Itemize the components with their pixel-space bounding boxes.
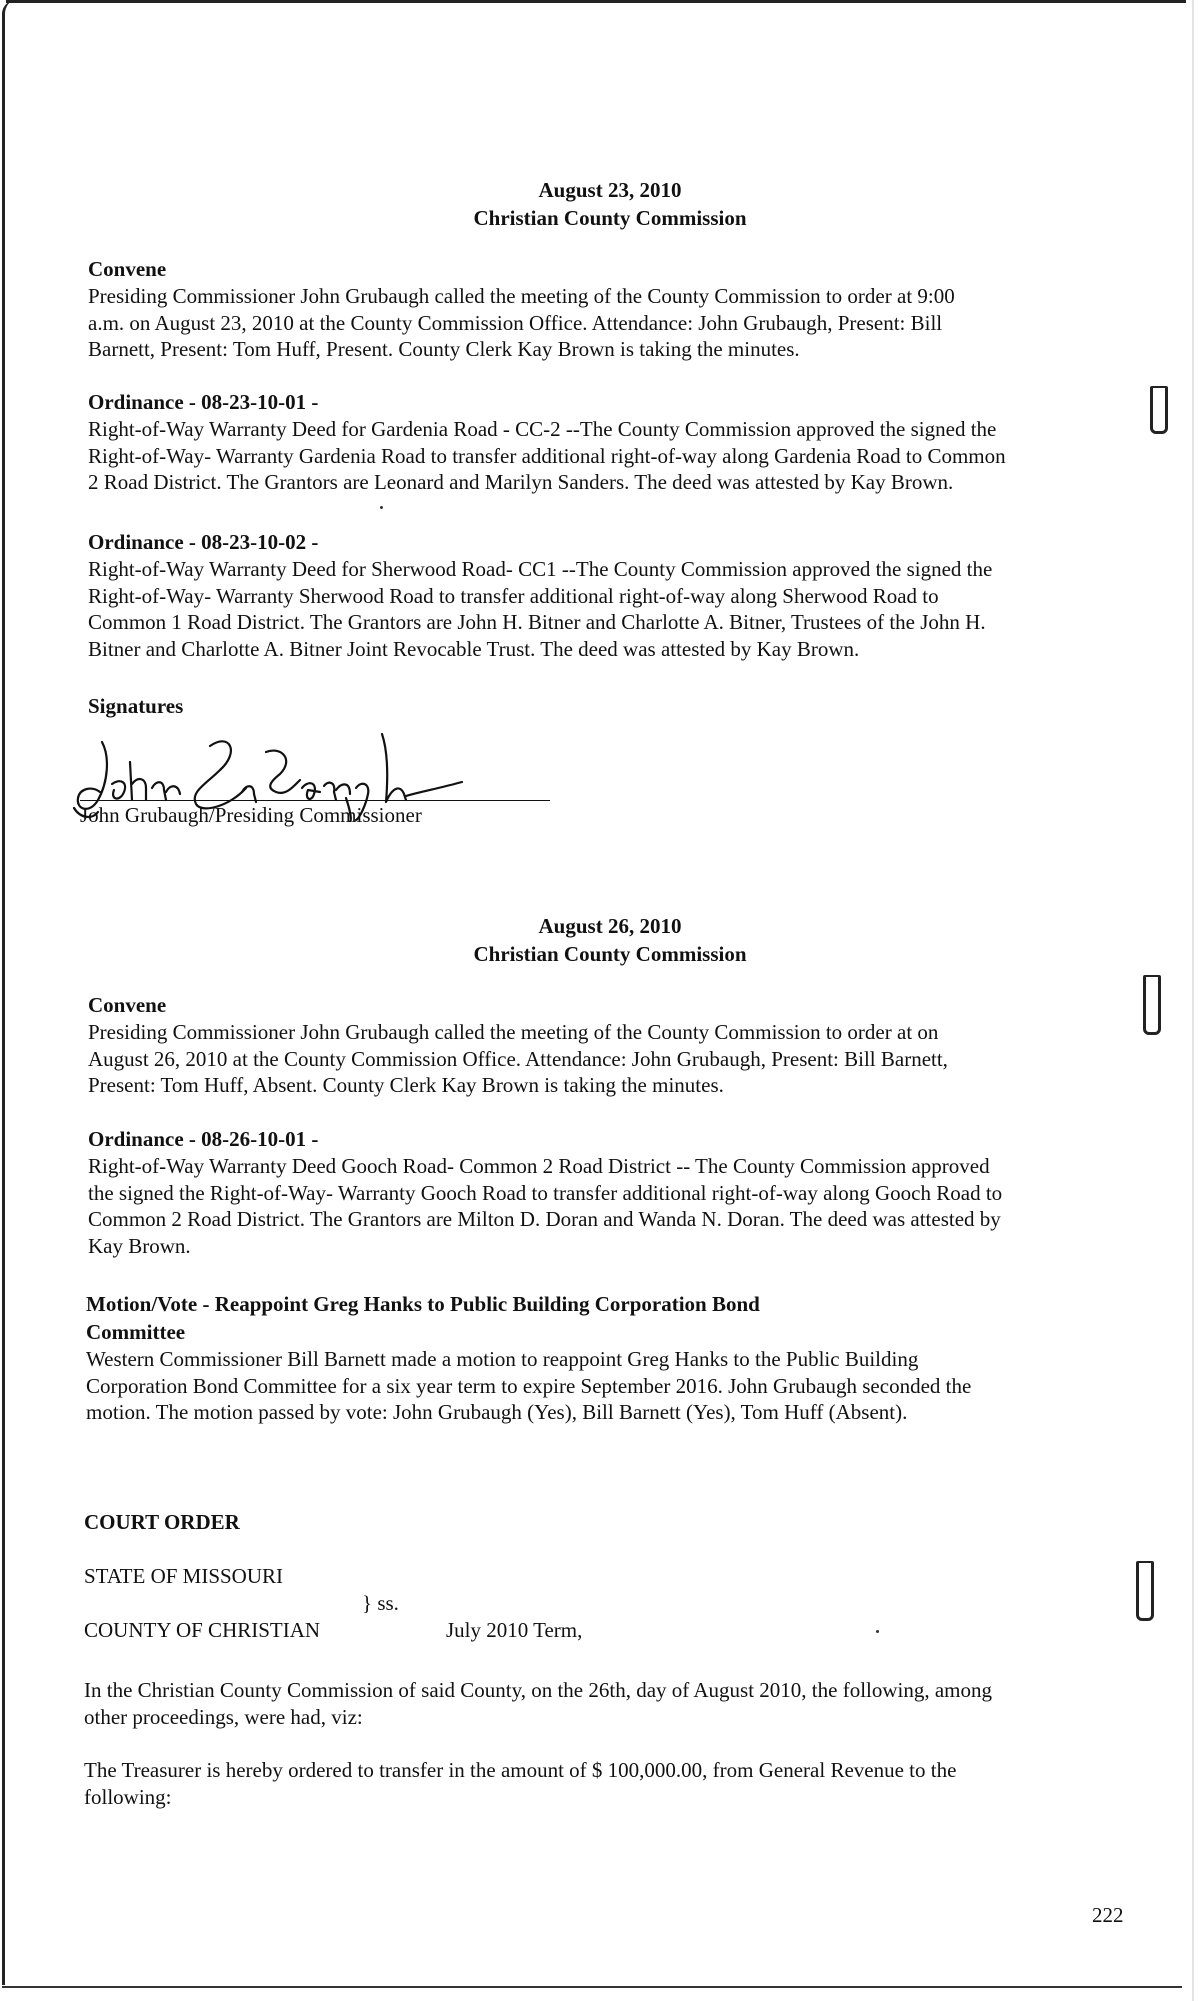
meeting-2-convene xyxy=(88,991,948,1099)
margin-bracket-mark xyxy=(1136,1561,1154,1621)
ordinance-paragraph: Right-of-Way Warranty Deed for Sherwood Road- CC1 --The County Commission approved the signed the Right-of-Way- Warranty Sherwood Road to transfer additional right-of-way along Sherwood Road to Common 1 Road District. The Grantors are John H. Bitner and Charlotte A. Bitner, Trustees of the John H. Bitner and Charlotte A. Bitner Joint Revocable Trust. The deed was attested by Kay Brown. xyxy=(88,557,993,661)
meeting-1-date: August 23, 2010 xyxy=(538,178,682,202)
page-border-bottom xyxy=(2,1984,1182,1988)
page-border-top xyxy=(6,0,1186,13)
scan-speck xyxy=(380,506,383,509)
convene-heading: Convene xyxy=(88,993,167,1017)
convene-paragraph: Presiding Commissioner John Grubaugh called the meeting of the County Commission to order at 9:00 a.m. on August 23, 2010 at the County Commission Office. Attendance: John Grubaugh, Present: Bill Barnett, Present: Tom Huff, Present. County Clerk Kay Brown is taking the minutes. xyxy=(88,284,955,361)
meeting-2-header xyxy=(0,912,1200,968)
signature-caption: John Grubaugh/Presiding Commissioner xyxy=(80,803,422,827)
court-order-preamble: In the Christian County Commission of said County, on the 26th, day of August 2010, the following, among other proceedings, were had, viz: xyxy=(84,1678,993,1729)
page-border-right xyxy=(1192,0,1194,2001)
meeting-1-header xyxy=(0,176,1200,232)
signatures-heading: Signatures xyxy=(88,694,184,718)
meeting-1-convene xyxy=(88,255,955,363)
ordinance-heading: Ordinance - 08-23-10-02 - xyxy=(88,530,319,554)
meeting-2-date: August 26, 2010 xyxy=(538,914,682,938)
signature-line xyxy=(80,800,550,801)
page-number: 222 xyxy=(1092,1903,1124,1927)
convene-heading: Convene xyxy=(88,257,167,281)
ordinance-paragraph: Right-of-Way Warranty Deed for Gardenia Road - CC-2 --The County Commission approved the signed the Right-of-Way- Warranty Gardenia Road to transfer additional right-of-way along Gardenia Road to Common 2 Road District. The Grantors are Leonard and Marilyn Sanders. The deed was attested by Kay Brown. xyxy=(88,417,1006,494)
court-order-transfer: The Treasurer is hereby ordered to transfer in the amount of $ 100,000.00, from General Revenue to the following: xyxy=(84,1758,957,1809)
meeting-2-motion xyxy=(86,1290,971,1426)
court-order-county: COUNTY OF CHRISTIAN xyxy=(84,1618,321,1642)
margin-bracket-mark xyxy=(1143,975,1161,1035)
ordinance-paragraph: Right-of-Way Warranty Deed Gooch Road- Common 2 Road District -- The County Commission approved the signed the Right-of-Way- Warranty Gooch Road to transfer additional right-of-way along Gooch Road to Common 2 Road District. The Grantors are Milton D. Doran and Wanda N. Doran. The deed was attested by Kay Brown. xyxy=(88,1154,1003,1258)
motion-heading: Motion/Vote - Reappoint Greg Hanks to Public Building Corporation Bond Committee xyxy=(86,1292,760,1344)
meeting-1-ordinance-1 xyxy=(88,388,1006,496)
scan-speck xyxy=(876,1630,879,1633)
court-order-term: July 2010 Term, xyxy=(446,1618,583,1642)
court-order-ss: } ss. xyxy=(362,1591,399,1615)
convene-paragraph: Presiding Commissioner John Grubaugh called the meeting of the County Commission to order at on August 26, 2010 at the County Commission Office. Attendance: John Grubaugh, Present: Bill Barnett, Present: Tom Huff, Absent. County Clerk Kay Brown is taking the minutes. xyxy=(88,1020,948,1097)
court-order-heading: COURT ORDER xyxy=(84,1510,240,1534)
meeting-2-body: Christian County Commission xyxy=(473,942,747,966)
margin-bracket-mark xyxy=(1150,386,1168,434)
ordinance-heading: Ordinance - 08-23-10-01 - xyxy=(88,390,319,414)
meeting-1-body: Christian County Commission xyxy=(473,206,747,230)
ordinance-heading: Ordinance - 08-26-10-01 - xyxy=(88,1127,319,1151)
motion-paragraph: Western Commissioner Bill Barnett made a motion to reappoint Greg Hanks to the Public Building Corporation Bond Committee for a six year term to expire September 2016. John Grubaugh seconded the motion. The motion passed by vote: John Grubaugh (Yes), Bill Barnett (Yes), Tom Huff (Absent). xyxy=(86,1347,972,1424)
page-border-left xyxy=(2,0,19,1985)
meeting-1-ordinance-2 xyxy=(88,528,992,662)
court-order-state: STATE OF MISSOURI xyxy=(84,1564,284,1588)
meeting-2-ordinance-1 xyxy=(88,1125,1002,1259)
